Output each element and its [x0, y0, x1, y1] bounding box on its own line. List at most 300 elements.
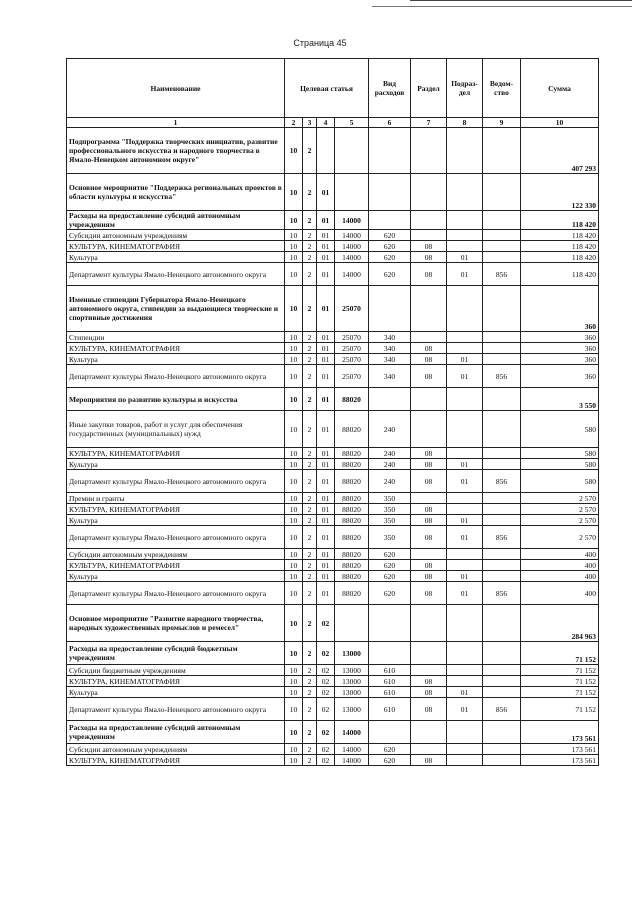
cell-target-code: 14000 [335, 721, 369, 744]
column-number: 4 [317, 118, 335, 128]
cell-target-code: 88020 [335, 571, 369, 582]
cell-sum: 400 [521, 549, 599, 560]
cell-subsection [447, 211, 483, 230]
cell-target-code: 25070 [335, 343, 369, 354]
header-name: Наименование [67, 59, 285, 118]
cell-name: Департамент культуры Ямало-Ненецкого автономного округа [67, 470, 285, 493]
header-department: Ведом-ство [483, 59, 521, 118]
cell-target-code: 88020 [335, 470, 369, 493]
cell-target-program: 10 [285, 698, 303, 721]
cell-sum: 118 420 [521, 263, 599, 286]
cell-department [483, 332, 521, 343]
cell-expense-type: 620 [369, 571, 411, 582]
cell-department [483, 755, 521, 766]
cell-section: 08 [411, 698, 447, 721]
cell-target-event: 02 [317, 676, 335, 687]
cell-name: Субсидии автономным учреждениям [67, 744, 285, 755]
cell-name: Культура [67, 459, 285, 470]
cell-subsection: 01 [447, 354, 483, 365]
cell-target-code: 88020 [335, 504, 369, 515]
cell-target-event: 02 [317, 755, 335, 766]
cell-sum: 71 152 [521, 642, 599, 665]
cell-expense-type: 340 [369, 365, 411, 388]
cell-target-subprogram: 2 [303, 448, 317, 459]
cell-name: КУЛЬТУРА, КИНЕМАТОГРАФИЯ [67, 241, 285, 252]
cell-department [483, 549, 521, 560]
cell-target-program: 10 [285, 459, 303, 470]
cell-target-event: 01 [317, 354, 335, 365]
cell-target-code: 13000 [335, 642, 369, 665]
cell-target-event: 01 [317, 263, 335, 286]
cell-expense-type: 340 [369, 354, 411, 365]
cell-section [411, 665, 447, 676]
cell-target-subprogram: 2 [303, 665, 317, 676]
cell-name: Департамент культуры Ямало-Ненецкого автономного округа [67, 582, 285, 605]
cell-department [483, 504, 521, 515]
cell-subsection [447, 174, 483, 211]
cell-subsection [447, 332, 483, 343]
cell-subsection [447, 642, 483, 665]
cell-target-event: 01 [317, 582, 335, 605]
cell-target-event: 01 [317, 286, 335, 332]
cell-target-event: 02 [317, 642, 335, 665]
cell-expense-type: 610 [369, 676, 411, 687]
cell-name: Субсидии автономным учреждениям [67, 230, 285, 241]
cell-target-code: 13000 [335, 698, 369, 721]
cell-target-event [317, 128, 335, 174]
cell-target-program: 10 [285, 332, 303, 343]
cell-target-event: 02 [317, 721, 335, 744]
cell-name: Субсидии бюджетным учреждениям [67, 665, 285, 676]
cell-target-program: 10 [285, 721, 303, 744]
cell-department [483, 343, 521, 354]
cell-name: Мероприятия по развитию культуры и искусства [67, 388, 285, 411]
cell-subsection [447, 721, 483, 744]
table-row [67, 665, 599, 676]
cell-subsection [447, 504, 483, 515]
cell-target-subprogram: 2 [303, 676, 317, 687]
cell-department [483, 388, 521, 411]
column-number: 3 [303, 118, 317, 128]
table-row [67, 493, 599, 504]
cell-target-program: 10 [285, 230, 303, 241]
header-sum: Сумма [521, 59, 599, 118]
cell-target-code: 88020 [335, 526, 369, 549]
cell-target-event: 01 [317, 388, 335, 411]
cell-target-subprogram: 2 [303, 174, 317, 211]
cell-target-event: 01 [317, 241, 335, 252]
cell-name: Культура [67, 687, 285, 698]
cell-name: Расходы на предоставление субсидий автономным учреждениям [67, 211, 285, 230]
table-row [67, 526, 599, 549]
cell-sum: 2 570 [521, 504, 599, 515]
cell-target-program: 10 [285, 605, 303, 642]
cell-sum: 122 330 [521, 174, 599, 211]
cell-subsection [447, 755, 483, 766]
cell-department: 856 [483, 263, 521, 286]
cell-sum: 71 152 [521, 676, 599, 687]
cell-department [483, 493, 521, 504]
cell-target-subprogram: 2 [303, 343, 317, 354]
cell-expense-type: 620 [369, 230, 411, 241]
table-row [67, 549, 599, 560]
table-row [67, 448, 599, 459]
cell-target-program: 10 [285, 241, 303, 252]
table-row [67, 605, 599, 642]
cell-sum: 118 420 [521, 230, 599, 241]
cell-name: Именные стипендии Губернатора Ямало-Ненецкого автономного округа, стипендии за выдающиеся творческие и спортивные достижения [67, 286, 285, 332]
cell-target-subprogram: 2 [303, 493, 317, 504]
cell-section [411, 230, 447, 241]
cell-subsection [447, 665, 483, 676]
cell-target-event: 01 [317, 571, 335, 582]
table-row [67, 230, 599, 241]
column-number: 6 [369, 118, 411, 128]
header-subsection: Подраз-дел [447, 59, 483, 118]
cell-target-subprogram: 2 [303, 128, 317, 174]
cell-section [411, 332, 447, 343]
cell-target-event: 01 [317, 252, 335, 263]
table-row [67, 343, 599, 354]
cell-expense-type: 620 [369, 560, 411, 571]
cell-target-event: 01 [317, 549, 335, 560]
cell-expense-type [369, 642, 411, 665]
cell-target-event: 01 [317, 211, 335, 230]
cell-target-program: 10 [285, 687, 303, 698]
cell-sum: 118 420 [521, 241, 599, 252]
cell-sum: 580 [521, 470, 599, 493]
cell-section [411, 286, 447, 332]
cell-target-program: 10 [285, 388, 303, 411]
cell-expense-type [369, 721, 411, 744]
cell-target-event: 02 [317, 605, 335, 642]
column-number-row [67, 118, 599, 128]
cell-target-code [335, 128, 369, 174]
cell-target-code: 14000 [335, 211, 369, 230]
cell-target-program: 10 [285, 263, 303, 286]
cell-name: КУЛЬТУРА, КИНЕМАТОГРАФИЯ [67, 504, 285, 515]
cell-section: 08 [411, 470, 447, 493]
cell-name: Культура [67, 515, 285, 526]
cell-expense-type [369, 174, 411, 211]
table-row [67, 411, 599, 448]
cell-section: 08 [411, 571, 447, 582]
header-target: Целевая статья [285, 59, 369, 118]
cell-sum: 71 152 [521, 687, 599, 698]
cell-sum: 400 [521, 582, 599, 605]
cell-target-code: 25070 [335, 365, 369, 388]
cell-expense-type: 620 [369, 263, 411, 286]
cell-section: 08 [411, 365, 447, 388]
cell-department: 856 [483, 698, 521, 721]
cell-name: Премии и гранты [67, 493, 285, 504]
cell-target-code: 88020 [335, 582, 369, 605]
cell-target-event: 01 [317, 332, 335, 343]
cell-sum: 173 561 [521, 744, 599, 755]
cell-target-code [335, 174, 369, 211]
cell-target-program: 10 [285, 642, 303, 665]
page-number: Страница 45 [293, 38, 347, 48]
cell-name: Подпрограмма "Поддержка творческих инициатив, развитие профессионального искусства и народного творчества в Ямало-Ненецком автономном округе" [67, 128, 285, 174]
cell-target-code: 13000 [335, 676, 369, 687]
cell-department [483, 721, 521, 744]
cell-target-subprogram: 2 [303, 241, 317, 252]
cell-target-event: 01 [317, 515, 335, 526]
cell-department [483, 676, 521, 687]
cell-target-program: 10 [285, 676, 303, 687]
cell-subsection: 01 [447, 571, 483, 582]
cell-expense-type: 240 [369, 448, 411, 459]
cell-target-program: 10 [285, 343, 303, 354]
header-section: Раздел [411, 59, 447, 118]
cell-target-program: 10 [285, 665, 303, 676]
cell-department: 856 [483, 365, 521, 388]
cell-target-subprogram: 2 [303, 642, 317, 665]
cell-expense-type [369, 286, 411, 332]
cell-target-subprogram: 2 [303, 515, 317, 526]
cell-sum: 71 152 [521, 665, 599, 676]
cell-sum: 400 [521, 571, 599, 582]
cell-department [483, 605, 521, 642]
cell-target-program: 10 [285, 744, 303, 755]
cell-subsection [447, 128, 483, 174]
cell-expense-type: 620 [369, 582, 411, 605]
cell-sum: 580 [521, 459, 599, 470]
cell-expense-type: 340 [369, 343, 411, 354]
cell-subsection [447, 605, 483, 642]
cell-sum: 3 550 [521, 388, 599, 411]
cell-target-program: 10 [285, 549, 303, 560]
cell-section: 08 [411, 582, 447, 605]
cell-sum: 284 963 [521, 605, 599, 642]
cell-section [411, 411, 447, 448]
cell-expense-type: 620 [369, 755, 411, 766]
cell-target-program: 10 [285, 755, 303, 766]
cell-name: Субсидии автономным учреждениям [67, 549, 285, 560]
cell-target-subprogram: 2 [303, 744, 317, 755]
cell-subsection [447, 560, 483, 571]
cell-department [483, 448, 521, 459]
cell-target-code: 88020 [335, 493, 369, 504]
cell-department: 856 [483, 470, 521, 493]
cell-target-event: 01 [317, 459, 335, 470]
table-row [67, 211, 599, 230]
cell-expense-type: 240 [369, 470, 411, 493]
cell-expense-type [369, 388, 411, 411]
cell-department [483, 354, 521, 365]
cell-section: 08 [411, 526, 447, 549]
cell-name: Департамент культуры Ямало-Ненецкого автономного округа [67, 526, 285, 549]
cell-section: 08 [411, 459, 447, 470]
cell-target-subprogram: 2 [303, 459, 317, 470]
cell-target-event: 01 [317, 411, 335, 448]
cell-sum: 2 570 [521, 493, 599, 504]
cell-sum: 360 [521, 286, 599, 332]
table-row [67, 365, 599, 388]
cell-target-program: 10 [285, 174, 303, 211]
cell-target-subprogram: 2 [303, 721, 317, 744]
cell-name: Основное мероприятие "Поддержка региональных проектов в области культуры и искусства" [67, 174, 285, 211]
cell-subsection: 01 [447, 263, 483, 286]
cell-department [483, 642, 521, 665]
cell-target-subprogram: 2 [303, 755, 317, 766]
cell-expense-type [369, 128, 411, 174]
cell-subsection [447, 744, 483, 755]
cell-expense-type: 350 [369, 526, 411, 549]
column-number: 10 [521, 118, 599, 128]
cell-target-event: 01 [317, 560, 335, 571]
cell-target-subprogram: 2 [303, 504, 317, 515]
header-expense-type: Вид расходов [369, 59, 411, 118]
cell-section [411, 744, 447, 755]
cell-target-code: 88020 [335, 459, 369, 470]
cell-subsection [447, 286, 483, 332]
cell-target-code: 88020 [335, 448, 369, 459]
cell-expense-type: 350 [369, 493, 411, 504]
cell-target-code: 14000 [335, 263, 369, 286]
cell-subsection: 01 [447, 515, 483, 526]
cell-sum: 360 [521, 365, 599, 388]
column-number: 8 [447, 118, 483, 128]
cell-sum: 400 [521, 560, 599, 571]
table-row [67, 286, 599, 332]
cell-target-subprogram: 2 [303, 263, 317, 286]
column-number: 9 [483, 118, 521, 128]
cell-section: 08 [411, 448, 447, 459]
column-number: 7 [411, 118, 447, 128]
cell-target-event: 01 [317, 365, 335, 388]
cell-sum: 173 561 [521, 755, 599, 766]
cell-target-code: 88020 [335, 388, 369, 411]
cell-section [411, 174, 447, 211]
column-number: 5 [335, 118, 369, 128]
cell-target-event: 01 [317, 230, 335, 241]
cell-expense-type: 350 [369, 504, 411, 515]
cell-name: Культура [67, 354, 285, 365]
cell-target-code: 25070 [335, 286, 369, 332]
cell-target-event: 01 [317, 343, 335, 354]
cell-expense-type: 620 [369, 549, 411, 560]
cell-subsection [447, 343, 483, 354]
cell-department [483, 211, 521, 230]
cell-name: Культура [67, 571, 285, 582]
cell-subsection [447, 448, 483, 459]
cell-name: Расходы на предоставление субсидий бюджетным учреждениям [67, 642, 285, 665]
cell-subsection: 01 [447, 698, 483, 721]
top-edge-line [410, 0, 632, 1]
table-row [67, 560, 599, 571]
cell-expense-type [369, 211, 411, 230]
cell-section: 08 [411, 504, 447, 515]
cell-name: Стипендии [67, 332, 285, 343]
table-row [67, 676, 599, 687]
cell-sum: 407 293 [521, 128, 599, 174]
cell-target-code: 88020 [335, 515, 369, 526]
table-row [67, 687, 599, 698]
cell-target-program: 10 [285, 128, 303, 174]
cell-section [411, 549, 447, 560]
table-row [67, 698, 599, 721]
cell-department: 856 [483, 526, 521, 549]
table-row [67, 571, 599, 582]
table-row [67, 515, 599, 526]
cell-target-program: 10 [285, 493, 303, 504]
cell-subsection [447, 411, 483, 448]
cell-section: 08 [411, 560, 447, 571]
cell-target-subprogram: 2 [303, 211, 317, 230]
cell-target-program: 10 [285, 571, 303, 582]
cell-department [483, 230, 521, 241]
cell-target-code: 13000 [335, 687, 369, 698]
cell-section: 08 [411, 252, 447, 263]
cell-name: КУЛЬТУРА, КИНЕМАТОГРАФИЯ [67, 560, 285, 571]
cell-name: Основное мероприятие "Развитие народного творчества, народных художественных промыслов и ремесел" [67, 605, 285, 642]
cell-sum: 71 152 [521, 698, 599, 721]
cell-department [483, 128, 521, 174]
cell-sum: 580 [521, 411, 599, 448]
cell-target-program: 10 [285, 515, 303, 526]
cell-department [483, 459, 521, 470]
table-row [67, 241, 599, 252]
cell-expense-type [369, 605, 411, 642]
cell-target-subprogram: 2 [303, 365, 317, 388]
column-number: 2 [285, 118, 303, 128]
cell-target-subprogram: 2 [303, 698, 317, 721]
cell-sum: 360 [521, 332, 599, 343]
cell-expense-type: 620 [369, 241, 411, 252]
cell-target-program: 10 [285, 211, 303, 230]
cell-target-program: 10 [285, 411, 303, 448]
cell-target-event: 01 [317, 470, 335, 493]
cell-department [483, 687, 521, 698]
cell-section [411, 642, 447, 665]
table-row [67, 388, 599, 411]
cell-target-program: 10 [285, 504, 303, 515]
cell-target-subprogram: 2 [303, 411, 317, 448]
cell-target-subprogram: 2 [303, 286, 317, 332]
cell-expense-type: 620 [369, 252, 411, 263]
cell-department [483, 252, 521, 263]
cell-target-program: 10 [285, 526, 303, 549]
cell-target-event: 02 [317, 698, 335, 721]
cell-expense-type: 240 [369, 459, 411, 470]
cell-target-code: 14000 [335, 230, 369, 241]
column-number: 1 [67, 118, 285, 128]
cell-section [411, 605, 447, 642]
cell-target-event: 01 [317, 174, 335, 211]
cell-target-event: 02 [317, 744, 335, 755]
top-edge-line-secondary [372, 6, 632, 7]
cell-sum: 580 [521, 448, 599, 459]
cell-target-code: 13000 [335, 665, 369, 676]
table-row [67, 252, 599, 263]
cell-target-subprogram: 2 [303, 560, 317, 571]
cell-sum: 173 561 [521, 721, 599, 744]
table-row [67, 582, 599, 605]
cell-name: КУЛЬТУРА, КИНЕМАТОГРАФИЯ [67, 448, 285, 459]
cell-sum: 2 570 [521, 515, 599, 526]
table-body [67, 128, 599, 766]
cell-section: 08 [411, 676, 447, 687]
table-row [67, 504, 599, 515]
budget-table [66, 58, 599, 766]
cell-department [483, 571, 521, 582]
cell-target-subprogram: 2 [303, 388, 317, 411]
cell-subsection: 01 [447, 582, 483, 605]
cell-target-subprogram: 2 [303, 354, 317, 365]
cell-section [411, 388, 447, 411]
cell-target-code: 14000 [335, 744, 369, 755]
